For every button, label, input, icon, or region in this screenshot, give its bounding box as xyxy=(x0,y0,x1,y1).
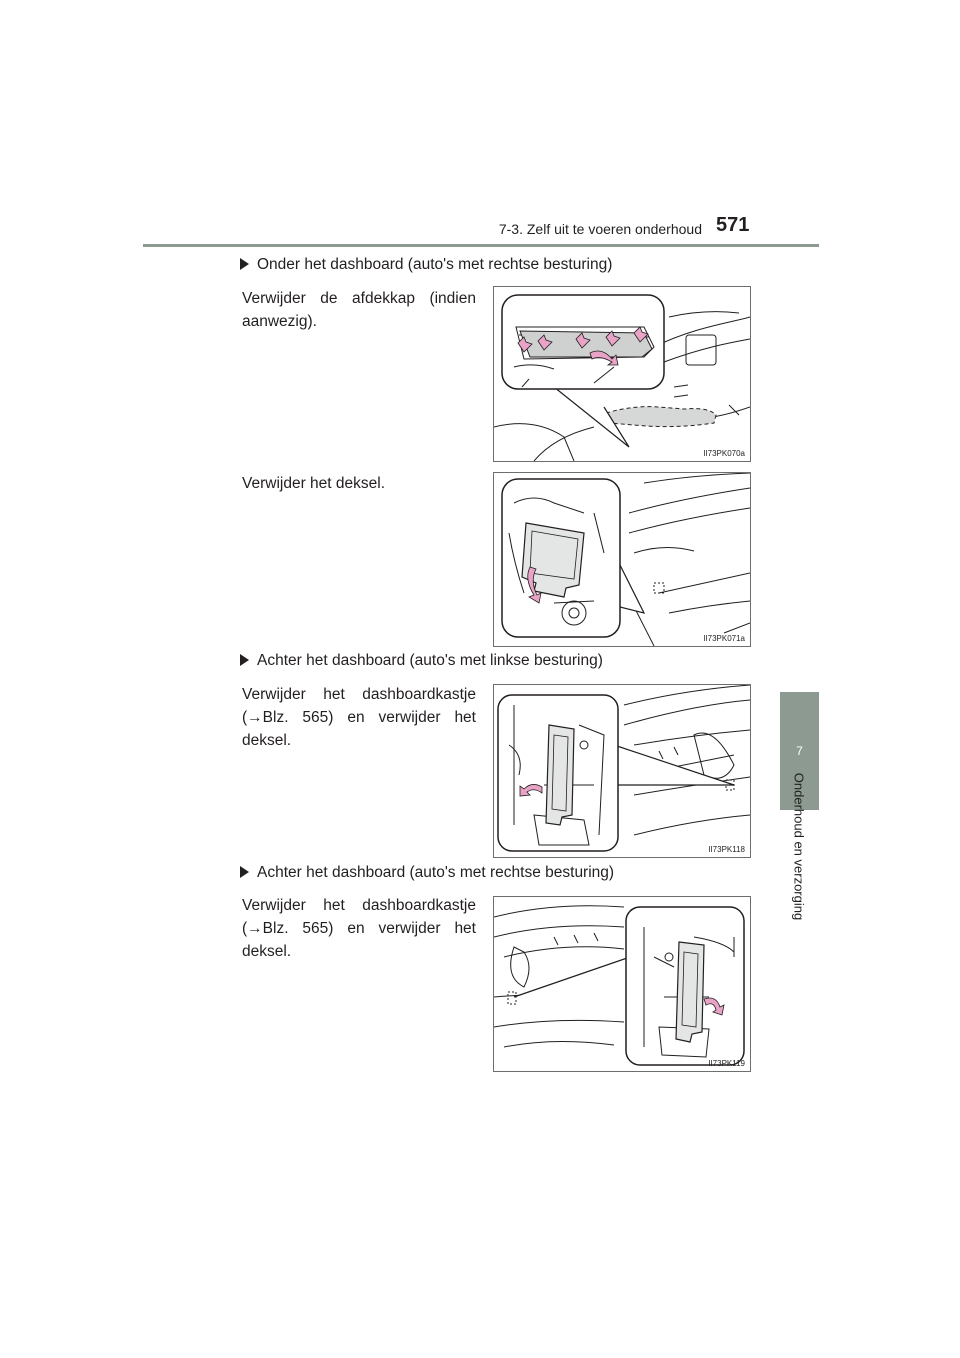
header-rule xyxy=(143,244,819,247)
section-heading-2-text: Achter het dashboard (auto's met linkse besturing) xyxy=(257,652,603,669)
step-text-4: Verwijder het dashboardkastje (→Blz. 565) en verwijder het deksel. xyxy=(242,897,476,960)
figure-1 xyxy=(493,286,751,462)
section-heading-1 xyxy=(240,256,612,274)
figure-2 xyxy=(493,472,751,647)
chapter-label-text: Onderhoud en verzorging xyxy=(791,772,807,921)
section-heading-2 xyxy=(240,652,603,670)
section-heading-3 xyxy=(240,864,614,882)
bullet-triangle-icon xyxy=(240,258,249,270)
step-text-1: Verwijder de afdekkap (indien aanwezig). xyxy=(242,290,476,330)
bullet-triangle-icon xyxy=(240,866,249,878)
section-heading-1-text: Onder het dashboard (auto's met rechtse besturing) xyxy=(257,256,613,273)
figure-3 xyxy=(493,684,751,858)
figure-code-4: II73PK119 xyxy=(708,1059,745,1068)
figure-code-3: II73PK118 xyxy=(708,845,745,854)
section-title: 7-3. Zelf uit te voeren onderhoud xyxy=(498,221,702,237)
bullet-triangle-icon xyxy=(240,654,249,666)
illustration-rhd-glovebox xyxy=(494,897,750,1071)
section-heading-3-text: Achter het dashboard (auto's met rechtse besturing) xyxy=(257,864,615,881)
illustration-lhd-glovebox xyxy=(494,685,750,857)
figure-4 xyxy=(493,896,751,1072)
figure-code-2: II73PK071a xyxy=(703,634,745,643)
step-text-3: Verwijder het dashboardkastje (→Blz. 565) en verwijder het deksel. xyxy=(242,686,476,749)
chapter-number: 7 xyxy=(796,744,803,758)
page-number: 571 xyxy=(716,214,750,236)
illustration-remove-cover xyxy=(494,287,750,461)
illustration-remove-lid xyxy=(494,473,750,646)
step-text-2: Verwijder het deksel. xyxy=(242,475,386,492)
figure-code-1: II73PK070a xyxy=(703,449,745,458)
